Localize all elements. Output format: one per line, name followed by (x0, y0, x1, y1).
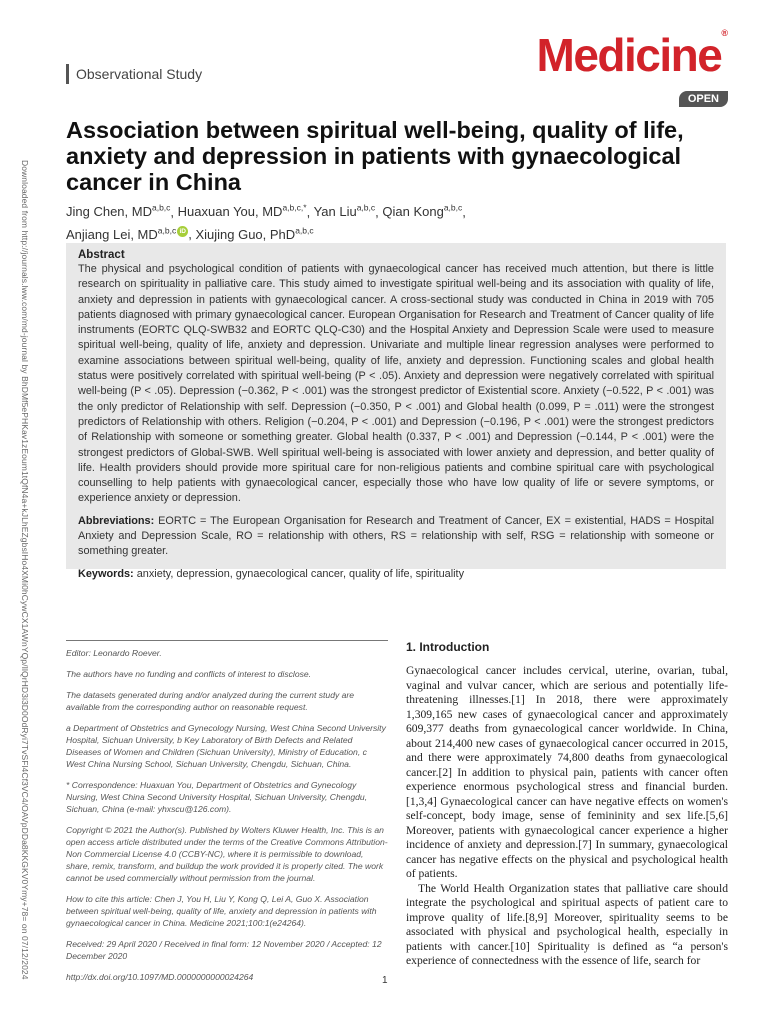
front-matter-notes (66, 640, 388, 992)
author[interactable]: Anjiang Lei, MD$^{a,b,c}$ (66, 225, 177, 242)
abstract-body: The physical and psychological condition of patients with gynaecological cancer has received much attention, but there is little research on spirituality in palliative care. This study aimed to investigate spiritual well-being and its association with quality of life, anxiety and depression in patients with gynaecological cancer. A cross-sectional study was conducted in China in 2019 with 705 patients diagnosed with primary gynaecological cancer. European Organisation for Research and Treatment of Cancer quality of life instruments (EORTC QLQ-SWB32 and EORTC QLQ-C30) and the Hospital Anxiety and Depression Scale were used to measure spiritual well-being, quality of life, anxiety and depression. Univariate and multiple linear regression analyses were performed to examine associations between spiritual well-being, quality of life, anxiety and depression. Functioning scales and global health status were positively correlated with spiritual well-being (P < .05). Anxiety and depression were negatively correlated with spiritual well-being (P < .05). Depression (−0.362, P < .001) was the strongest predictor of Existential score. Anxiety (−0.522, P < .001) was the only predictor of Relationship with self. Depression (−0.350, P < .001) and Global health (0.099, P = .011) were the strongest predictors of Relationship with others. Religion (−0.204, P < .001) and Depression (−0.196, P < .001) were the strongest predictors of Relationship with someone or something greater. Global health (0.337, P < .001) and Depression (−0.144, P < .001) were the strongest predictors of Global-SWB. Well spiritual well-being is associated with lower anxiety and depression, and better quality of life. Health providers should provide more spiritual care for non-religious patients and combine spiritual care with psychological counselling to help patients with gynaecological cancer, especially those who have low quality of life or severe symptoms, or experience anxiety or depression. (78, 263, 714, 505)
funding-note: The authors have no funding and conflicts of interest to disclose. (66, 669, 312, 679)
author[interactable]: Xiujing Guo, PhD$^{a,b,c}$ (195, 225, 314, 242)
received-dates: Received: 29 April 2020 / Received in final form: 12 November 2020 / Accepted: 12 December 2020 (66, 939, 382, 961)
download-sidebar-text: Downloaded from http://journals.lww.com/md-journal by BhDMf5ePHKav1zEoum1tQfN4a+kJLhEZgbsIHo4XMi0hCywCX1AWnYQp/IlQrHD3i3D0OdRyi7TvSFl4Cf3VC4/OAVpDDa8KKGKV0Ymy+78= on 07/12/2024 (20, 160, 30, 980)
registered-mark: ® (721, 28, 728, 38)
section-marker (66, 64, 69, 84)
data-availability-note: The datasets generated during and/or analyzed during the current study are available from the corresponding author on reasonable request. (66, 690, 355, 712)
copyright-note: Copyright © 2021 the Author(s). Published by Wolters Kluwer Health, Inc. This is an open access article distributed under the terms of the Creative Commons Attribution-Non Commercial License 4.0 (CCBY-NC), where it is permissible to download, share, remix, transform, and buildup the work provided it is properly cited. The work cannot be used commercially without permission from the journal. (66, 825, 388, 883)
keywords-text: anxiety, depression, gynaecological cancer, quality of life, spirituality (136, 567, 465, 580)
correspondence: * Correspondence: Huaxuan You, Department of Obstetrics and Gynecology Nursing, West China Second University Hospital, Sichuan University, Chengdu, Sichuan, China (e-mail: yhxscu@126.com). (66, 780, 368, 814)
keywords-label: Keywords: (78, 567, 134, 580)
introduction-paragraph-1: Gynaecological cancer includes cervical, uterine, ovarian, tubal, vaginal and vulvar cancer, which are serious and potentially life-threatening illnesses.[1] In 2018, there were approximately 1,309,165 new cases of gynaecological cancer and approximately 609,377 deaths from gynaecological cancer worldwide. In China, about 214,400 new cases of gynaecological cancer occurred in 2015, and there were approximately 74,800 deaths from gynaecological cancer.[2] In addition to physical pain, patients with cancer often experience enormous psychological stress and financial burden.[1,3,4] Gynaecological cancer can have negative effects on women's self-concept, body image, sense of femininity and sex life.[5,6] Moreover, patients with gynaecological cancer experience a higher incidence of anxiety and depression.[7] In summary, gynaecological cancer has negative effects on the physical and psychological health of patients. (406, 664, 728, 880)
abbreviations-label: Abbreviations: (78, 514, 155, 527)
author[interactable]: Qian Kong$^{a,b,c}$ (382, 203, 463, 220)
section-type: Observational Study (76, 66, 203, 82)
introduction-heading: 1. Introduction (406, 640, 490, 654)
abbreviations (78, 514, 714, 560)
abstract-box (66, 243, 726, 580)
author[interactable]: Yan Liu$^{a,b,c}$ (313, 203, 376, 220)
download-sidebar (18, 160, 38, 980)
open-access-badge: OPEN (679, 91, 728, 107)
introduction-section (406, 640, 728, 969)
journal-name: Medicine (536, 29, 722, 81)
author-list: Jing Chen, MD$^{a,b,c}$, Huaxuan You, $MD^{a,b,c,*}$, Yan Liu$^{a,b,c}$, Qian Kong$^{a,b,c}$, Anjiang Lei, MD$^{a,b,c}$ iD , Xiujing Guo, PhD$^{a,b,c}$ (66, 203, 466, 242)
page-number: 1 (382, 975, 388, 986)
journal-logo (537, 28, 728, 82)
citation-note: How to cite this article: Chen J, You H, Liu Y, Kong Q, Lei A, Guo X. Association between spiritual well-being, quality of life, anxiety and depression in patients with gynaecological cancer in China. Medicine 2021;100:1(e24264). (66, 894, 377, 928)
author[interactable]: Jing Chen, MD$^{a,b,c}$ (66, 203, 171, 220)
orcid-icon[interactable]: iD (177, 226, 188, 237)
introduction-paragraph-2: The World Health Organization states that palliative care should integrate the psychological and spiritual aspects of patient care to improve quality of life.[8,9] Moreover, spirituality seems to be associated with physical and psychological health, especially in patients with cancer.[10] Spirituality is defined as “a person's experience of connectedness with the essence of life, search for (406, 881, 728, 967)
doi-link[interactable]: http://dx.doi.org/10.1097/MD.0000000000024264 (66, 972, 254, 982)
article-title: Association between spiritual well-being, quality of life, anxiety and depression in patients with gynaecological cancer in China (66, 117, 684, 195)
abstract-heading: Abstract (78, 249, 125, 261)
affiliations: a Department of Obstetrics and Gynecology Nursing, West China Second University Hospital, Sichuan University, b Key Laboratory of Birth Defects and Related Diseases of Women and Children (Sichuan University), Ministry of Education, c West China Nursing School, Sichuan University, Chengdu, Sichuan, China. (66, 723, 386, 769)
author[interactable]: Huaxuan You, $MD^{a,b,c,*}$ (177, 203, 307, 220)
editor-note: Editor: Leonardo Roever. (66, 648, 162, 658)
abbreviations-text: EORTC = The European Organisation for Research and Treatment of Cancer, EX = existential, HADS = Hospital Anxiety and Depression Scale, RO = relationship with others, RS = relationship with self, RSG = relationship with someone or something greater. (78, 514, 714, 558)
keywords (78, 567, 714, 582)
